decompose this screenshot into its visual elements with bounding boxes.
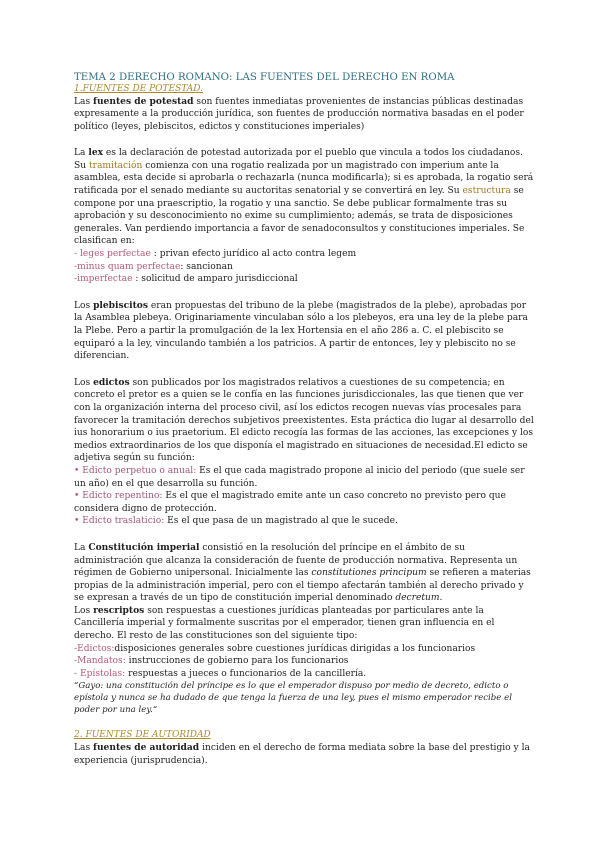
paragraph-fuentes-potestad: Las fuentes de potestad son fuentes inmediatas provenientes de instancias públicas destinadas expresamente a la producción jurídica, son fuentes de producción normativa basadas en el poder político (leyes, plebiscitos, edictos y constituciones imperiales) (74, 95, 524, 132)
constituciones-list (74, 643, 536, 681)
section-heading-potestad: 1.FUENTES DE POTESTAD. (74, 84, 204, 94)
lex-classification-list (74, 248, 536, 286)
paragraph-fuentes-autoridad: Las fuentes de autoridad inciden en el derecho de forma mediata sobre la base del prestigio y la experiencia (jurisprudencia). (74, 741, 530, 766)
edictos-list (74, 465, 536, 528)
term-estructura: estructura (462, 186, 511, 197)
list-item: • Edicto perpetuo o anual: Es el que cada magistrado propone al inicio del periodo (que suele ser un año) en el que desarrolla su función. (74, 465, 525, 489)
paragraph-lex: La lex es la declaración de potestad autorizada por el pueblo que vincula a todos los ciudadanos. Su tramitación comienza con una rogatio realizada por un magistrado con imperium ante la asamblea, esta decide si aprobarla o rechazarla (nunca modificarla); si es aprobada, la rogatio será ratificada por el senado mediante su auctoritas senatorial y se convertirá en ley. Su estructura se compone por una praescriptio, la rogatio y una sanctio. Se debe publicar formalmente tras su aprobación y su desconocimiento no exime su cumplimiento; además, se trata de disposiciones generales. Van perdiendo importancia a favor de senadoconsultos y constituciones imperiales. Se clasifican en: (74, 147, 534, 247)
term-tramitacion: tramitación (88, 160, 143, 171)
section-heading-autoridad: 2. FUENTES DE AUTORIDAD (74, 730, 211, 741)
gayo-quote: “Gayo: una constitución del príncipe es lo que el emperador dispuso por medio de decreto, edicto o epístola y nunca se ha dudado de que tenga la fuerza de una ley, pues el mismo emperador recibe el poder por una ley.“ (74, 681, 512, 716)
list-item: - Epístolas: respuestas a jueces o funcionarios de la cancillería. (74, 668, 367, 679)
list-item: -Edictos:disposiciones generales sobre cuestiones jurídicas dirigidas a los funcionarios (74, 643, 476, 654)
list-item: -imperfectae : solicitud de amparo jurisdiccional (74, 274, 298, 285)
document-page (74, 71, 536, 767)
paragraph-plebiscitos: Los plebiscitos eran propuestas del tribuno de la plebe (magistrados de la plebe), aprobadas por la Asamblea plebeya. Originariamente vinculaban sólo a los plebeyos, era una ley de la plebe para la Plebe. Pero a partir la promulgación de la lex Hortensia en el año 286 a. C. el plebiscito se equiparó a la ley, vinculando también a los patricios. A partir de entonces, ley y plebiscito no se diferencian. (74, 299, 528, 362)
list-item: -Mandatos: instrucciones de gobierno para los funcionarios (74, 656, 349, 667)
list-item: - leges perfectae : privan efecto jurídico al acto contra legem (74, 249, 357, 260)
paragraph-edictos: Los edictos son publicados por los magistrados relativos a cuestiones de su competencia; en concreto el pretor es a quien se le confía en las funciones jurisdiccionales, las que tienen que ver con la organización interna del proceso civil, así los edictos recogen nuevas vías procesales para favorecer la tramitación derechos subjetivos preexistentes. Esta práctica dio lugar al desarrollo del ius honorarium o ius praetorium. El edicto recogía las formas de las acciones, las excepciones y los medios extraordinarios de los que disponía el magistrado en situaciones de necesidad.El edicto se adjetiva según su función: (74, 376, 534, 464)
list-item: • Edicto repentino: Es el que el magistrado emite ante un caso concreto no previsto pero que considera digno de protección. (74, 491, 506, 514)
list-item: • Edicto traslaticio: Es el que pasa de un magistrado al que le sucede. (74, 516, 398, 527)
list-item: -minus quam perfectae: sancionan (74, 261, 233, 272)
paragraph-rescriptos: Los rescriptos son respuestas a cuestiones jurídicas planteadas por particulares ante la Cancillería imperial y formalmente suscritas por el emperador, tienen gran influencia en el derecho. El resto de las constituciones son del siguiente tipo: (74, 604, 495, 642)
paragraph-constitucion-imperial: La Constitución imperial consistió en la resolución del príncipe en el ámbito de su administración que alcanza la consideración de fuente de producción normativa. Representa un régimen de Gobierno unipersonal. Inicialmente las constitutiones principum se refieren a materias propias de la administración imperial, pero con el tiempo afectarán también al derecho privado y se expresan a través de un tipo de constitución imperial denominado decretum. (74, 541, 531, 604)
document-title: TEMA 2 DERECHO ROMANO: LAS FUENTES DEL DERECHO EN ROMA (74, 72, 455, 83)
